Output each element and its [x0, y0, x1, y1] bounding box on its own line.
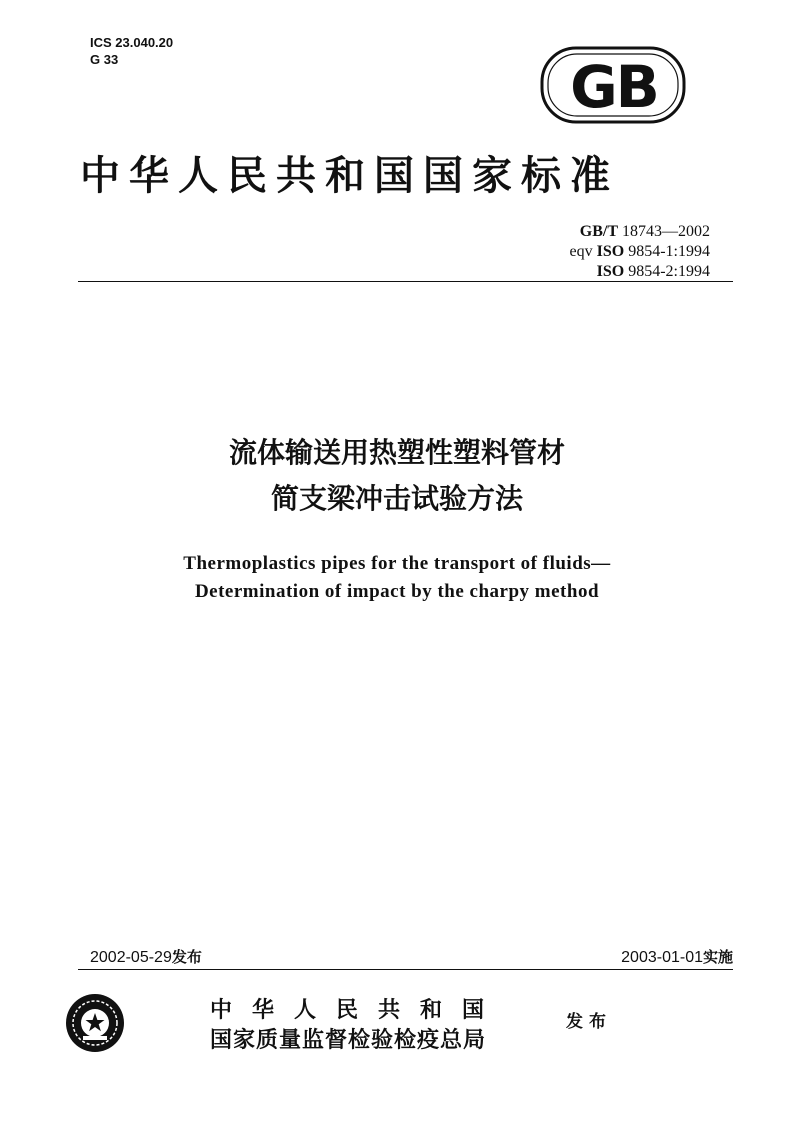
ics-code: ICS 23.040.20	[90, 35, 174, 50]
iso1-code-row	[400, 242, 710, 262]
gb-code-row	[400, 222, 710, 242]
ccs-code: G 33	[90, 52, 119, 67]
gb-logo-text: GB	[570, 53, 658, 121]
issue-date-label: 发布	[171, 948, 202, 966]
issue-date-value: 2002-05-29	[90, 949, 172, 966]
effective-date	[500, 946, 733, 967]
english-title	[80, 550, 714, 606]
issuer-line2: 国家质量监督检验检疫总局	[210, 1028, 487, 1053]
gb-number: 18743—2002	[622, 223, 710, 240]
classification-codes	[90, 34, 173, 68]
gb-prefix: GB/T	[579, 223, 618, 240]
national-emblem-icon	[64, 992, 126, 1054]
iso2-code-row	[400, 262, 710, 282]
header-divider	[78, 281, 733, 282]
issuing-authority	[210, 996, 504, 1056]
eqv-prefix: eqv	[569, 243, 593, 260]
gb-logo-icon	[540, 44, 686, 126]
iso2-prefix: ISO	[596, 263, 625, 280]
effective-date-value: 2003-01-01	[621, 949, 703, 966]
iso1-number: 9854-1:1994	[628, 243, 710, 260]
chinese-title	[80, 430, 714, 522]
iso1-prefix: ISO	[596, 243, 625, 260]
english-title-line2: Determination of impact by the charpy method	[194, 581, 600, 602]
standard-type-heading: 中华人民共和国国家标准	[80, 153, 619, 199]
english-title-line1: Thermoplastics pipes for the transport of fluids—	[183, 553, 611, 574]
issuer-label: 发布	[566, 1012, 612, 1032]
issuer-line1: 中华人民共和国	[210, 998, 505, 1023]
iso2-number: 9854-2:1994	[628, 263, 710, 280]
effective-date-label: 实施	[702, 948, 733, 966]
standard-codes	[400, 222, 710, 282]
chinese-title-line2: 简支梁冲击试验方法	[270, 482, 523, 515]
footer-divider	[78, 969, 733, 970]
chinese-title-line1: 流体输送用热塑性塑料管材	[228, 436, 565, 469]
issue-date	[90, 946, 202, 967]
